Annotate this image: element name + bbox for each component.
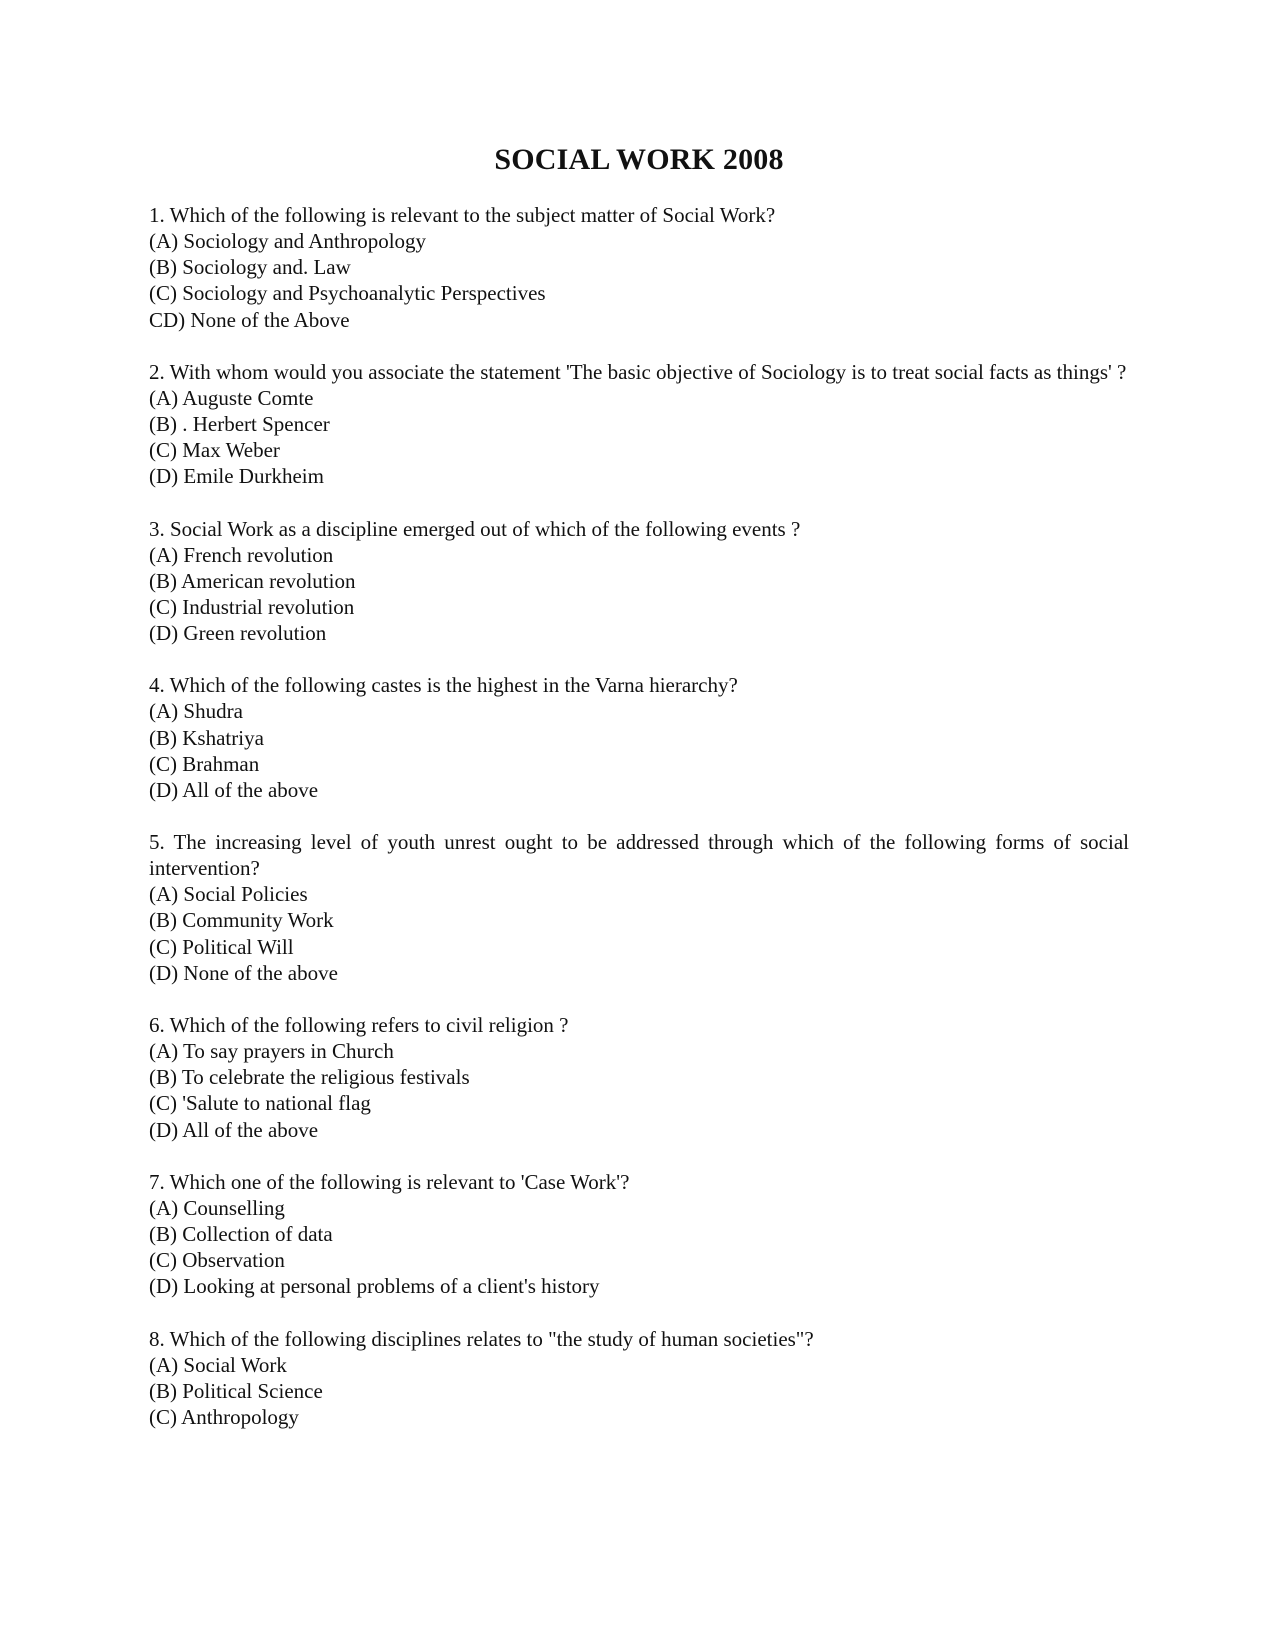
question-1 — [149, 202, 1129, 333]
answer-option: (A) French revolution — [149, 542, 334, 567]
answer-option: CD) None of the Above — [149, 307, 350, 332]
answer-option: (A) Counselling — [149, 1195, 285, 1220]
answer-option: (B) Kshatriya — [149, 725, 264, 750]
question-text: 2. With whom would you associate the statement 'The basic objective of Sociology is to treat social facts as things' ? — [149, 359, 1127, 384]
question-8 — [149, 1326, 1129, 1431]
answer-option: (A) Social Work — [149, 1352, 287, 1377]
question-text: 7. Which one of the following is relevant to 'Case Work'? — [149, 1169, 630, 1194]
question-3 — [149, 516, 1129, 647]
option-list — [149, 385, 1129, 490]
question-6 — [149, 1012, 1129, 1143]
option-list — [149, 698, 1129, 803]
question-text: 4. Which of the following castes is the highest in the Varna hierarchy? — [149, 673, 738, 698]
answer-option: (C) Industrial revolution — [149, 595, 355, 620]
answer-option: (D) All of the above — [149, 778, 319, 803]
answer-option: (D) Emile Durkheim — [149, 464, 324, 489]
question-4 — [149, 672, 1129, 803]
answer-option: (A) Auguste Comte — [149, 385, 314, 410]
question-text: 6. Which of the following refers to civil religion ? — [149, 1013, 569, 1038]
question-text: 5. The increasing level of youth unrest ought to be addressed through which of the following forms of social intervention? — [149, 830, 1129, 881]
answer-option: (D) All of the above — [149, 1117, 319, 1142]
option-list — [149, 228, 1129, 333]
page-title: SOCIAL WORK 2008 — [494, 143, 784, 176]
question-5 — [149, 829, 1129, 986]
question-2 — [149, 359, 1129, 490]
question-text: 1. Which of the following is relevant to the subject matter of Social Work? — [149, 203, 776, 227]
answer-option: (A) Social Policies — [149, 882, 308, 907]
answer-option: (B) American revolution — [149, 568, 356, 593]
question-7 — [149, 1169, 1129, 1300]
document-page — [149, 140, 1129, 1456]
answer-option: (A) Sociology and Anthropology — [149, 229, 427, 253]
answer-option: (B) . Herbert Spencer — [149, 412, 330, 437]
answer-option: (B) Community Work — [149, 908, 334, 933]
answer-option: (C) Max Weber — [149, 438, 280, 463]
option-list — [149, 1038, 1129, 1143]
answer-option: (C) Anthropology — [149, 1405, 299, 1430]
answer-option: (C) 'Salute to national flag — [149, 1091, 371, 1116]
option-list — [149, 1352, 1129, 1431]
answer-option: (B) Political Science — [149, 1378, 323, 1403]
answer-option: (D) None of the above — [149, 960, 338, 985]
answer-option: (A) To say prayers in Church — [149, 1039, 394, 1064]
option-list — [149, 881, 1129, 986]
answer-option: (C) Observation — [149, 1248, 285, 1273]
answer-option: (D) Green revolution — [149, 621, 327, 646]
option-list — [149, 1195, 1129, 1300]
question-text: 3. Social Work as a discipline emerged out of which of the following events ? — [149, 516, 801, 541]
answer-option: (D) Looking at personal problems of a client's history — [149, 1274, 600, 1299]
answer-option: (C) Brahman — [149, 751, 260, 776]
question-list — [149, 202, 1129, 1430]
answer-option: (C) Sociology and Psychoanalytic Perspectives — [149, 281, 546, 306]
answer-option: (C) Political Will — [149, 934, 294, 959]
answer-option: (B) Sociology and. Law — [149, 255, 351, 280]
option-list — [149, 542, 1129, 647]
answer-option: (B) Collection of data — [149, 1222, 333, 1247]
question-text: 8. Which of the following disciplines relates to "the study of human societies"? — [149, 1326, 814, 1351]
answer-option: (A) Shudra — [149, 699, 243, 724]
answer-option: (B) To celebrate the religious festivals — [149, 1065, 470, 1090]
